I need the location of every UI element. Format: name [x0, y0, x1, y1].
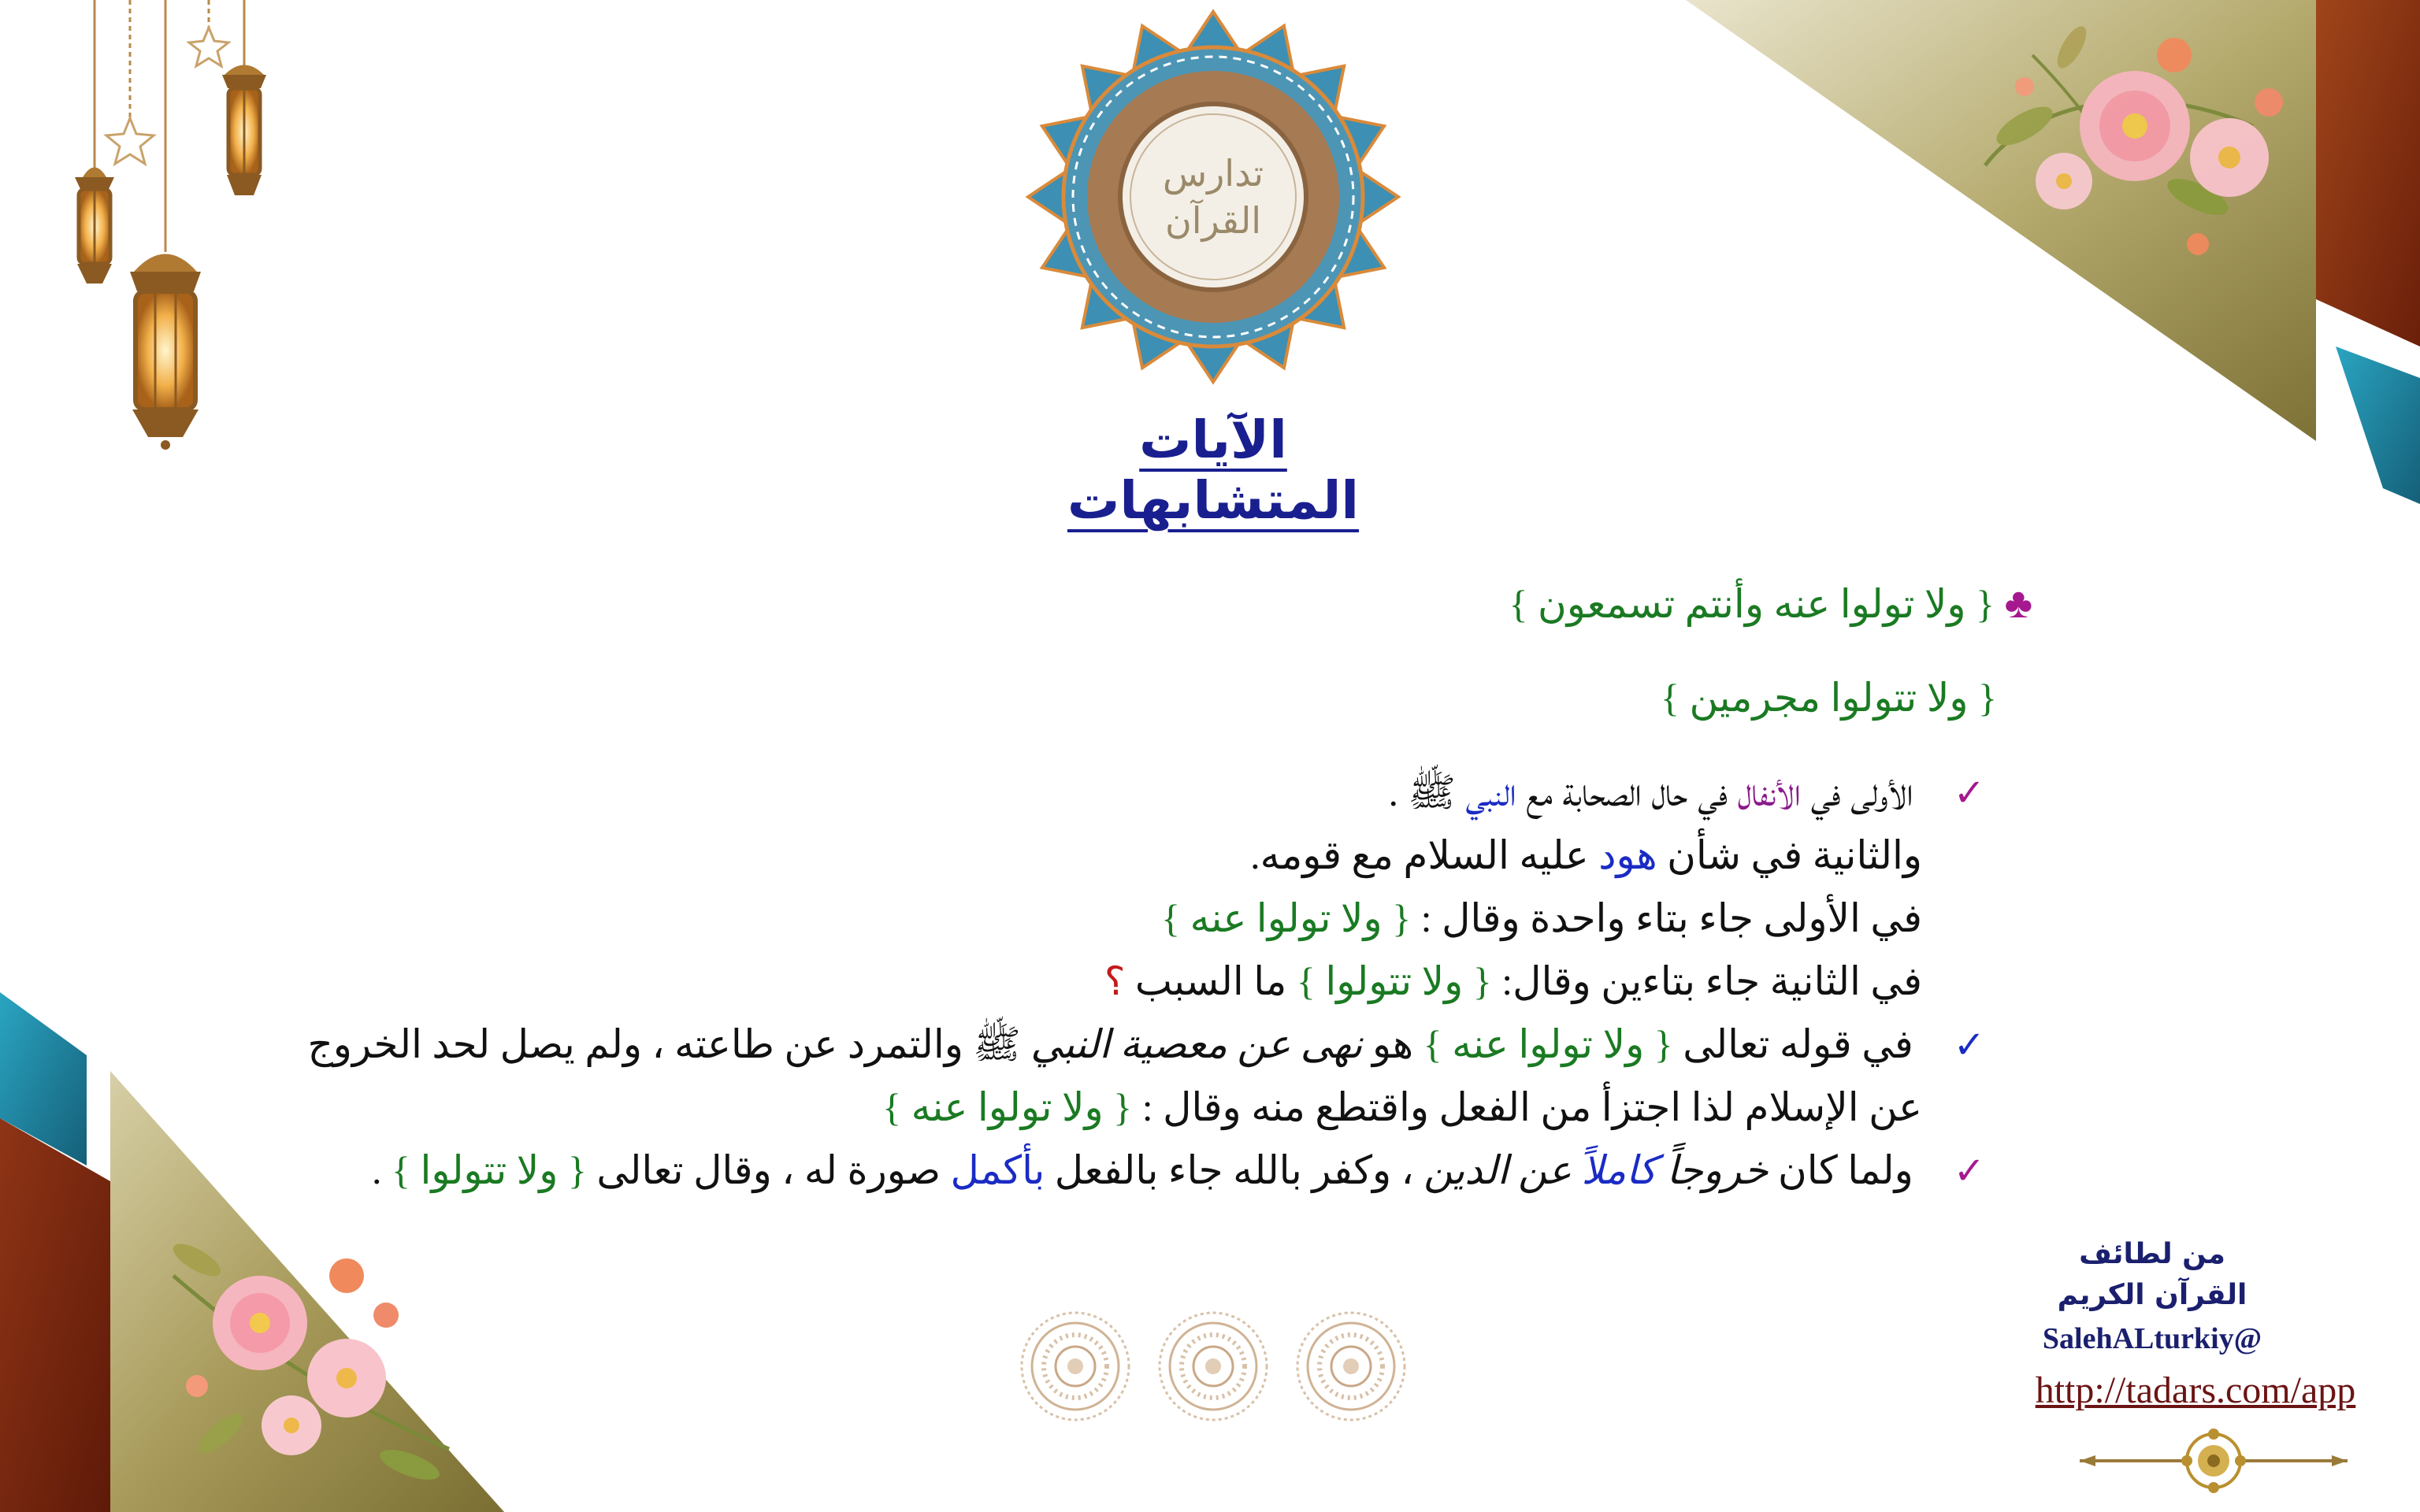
p6-a: عن الإسلام لذا اجتزأ من الفعل واقتطع منه وقال : [1132, 1085, 1922, 1129]
p4-verse: { ولا تتولوا } [1296, 959, 1492, 1003]
p1-b: في حال الصحابة مع [1516, 770, 1738, 814]
p7-a: ولما كان [1768, 1148, 1913, 1192]
p7-e: . [371, 1148, 392, 1192]
rosette-ornaments [1016, 1307, 1410, 1425]
p4-b: ما السبب [1125, 959, 1297, 1003]
p7-b [1657, 1148, 1667, 1192]
p2-a: والثانية في شأن [1657, 833, 1922, 877]
p1-anfal: الأنفال [1737, 770, 1802, 814]
p3-a: في الأولى جاء بتاء واحدة وقال : [1411, 896, 1922, 940]
verse-line-2 [1661, 669, 1997, 726]
flowers-top-right [1938, 8, 2316, 276]
credit-line-2: القرآن الكريم [2057, 1279, 2247, 1311]
p3-verse: { ولا تولوا عنه } [1161, 896, 1412, 940]
paragraph-line-5 [308, 1016, 1986, 1073]
p4-a: في الثانية جاء بتاءين وقال: [1491, 959, 1922, 1003]
main-content [299, 567, 2032, 1221]
verse-text-2: { ولا تتولوا مجرمين } [1660, 676, 1997, 720]
paragraph-line-1 [1389, 764, 1985, 821]
p5-b: هو [1362, 1022, 1423, 1066]
p4-question-mark: ؟ [1104, 959, 1126, 1003]
verse-text-1: { ولا تولوا عنه وأنتم تسمعون } [1509, 582, 1995, 626]
paragraph-line-3 [1161, 890, 1922, 947]
p7-c: ، وكفر بالله جاء بالفعل [1045, 1148, 1424, 1192]
p5-a: في قوله تعالى [1672, 1022, 1913, 1066]
paragraph-line-7 [372, 1142, 1985, 1199]
logo-calligraphy: تدارس القرآن [1162, 152, 1264, 242]
p7-verse: { ولا تتولوا } [391, 1148, 587, 1192]
p7-akmal: بأكمل [950, 1148, 1045, 1192]
paragraph-line-4 [1104, 953, 1922, 1010]
p7-d: صورة له ، وقال تعالى [586, 1148, 951, 1192]
p1-nabi: النبي [1465, 770, 1516, 814]
p1-a: الأولى في [1801, 770, 1913, 814]
p2-hud: هود [1598, 833, 1657, 877]
flowers-bottom-left [150, 1228, 481, 1496]
check-icon: ✓ [1953, 1023, 1985, 1067]
hanging-lanterns-decoration [47, 0, 299, 457]
p5-verse: { ولا تولوا عنه } [1423, 1022, 1673, 1066]
page-title: الآيات المتشابهات [1067, 410, 1359, 531]
club-bullet-icon: ♣ [2004, 580, 2032, 627]
paragraph-line-2 [1250, 827, 1922, 884]
verse-line-1 [1509, 575, 2032, 632]
p5-italic: نهى عن معصية النبي [1030, 1022, 1363, 1066]
ornament-divider [2072, 1425, 2355, 1496]
tadars-app-link[interactable]: http://tadars.com/app [2035, 1369, 2356, 1411]
paragraph-line-6 [882, 1079, 1922, 1136]
p7-kamil: كاملاً [1581, 1148, 1657, 1192]
credit-line-1: من لطائف [2079, 1238, 2225, 1270]
p1-c: ﷺ . [1388, 770, 1466, 814]
p7-italic-1: خروجاً [1666, 1148, 1769, 1192]
p6-verse: { ولا تولوا عنه } [882, 1085, 1133, 1129]
check-icon: ✓ [1953, 771, 1985, 815]
p2-b: عليه السلام مع قومه. [1250, 833, 1599, 877]
credit-handle: @SalehALturkiy [2042, 1322, 2262, 1355]
p5-c: ﷺ والتمرد عن طاعته ، ولم يصل لحد الخروج [307, 1022, 1031, 1066]
check-icon: ✓ [1953, 1149, 1985, 1193]
p7-italic-2: عن الدين [1423, 1148, 1582, 1192]
